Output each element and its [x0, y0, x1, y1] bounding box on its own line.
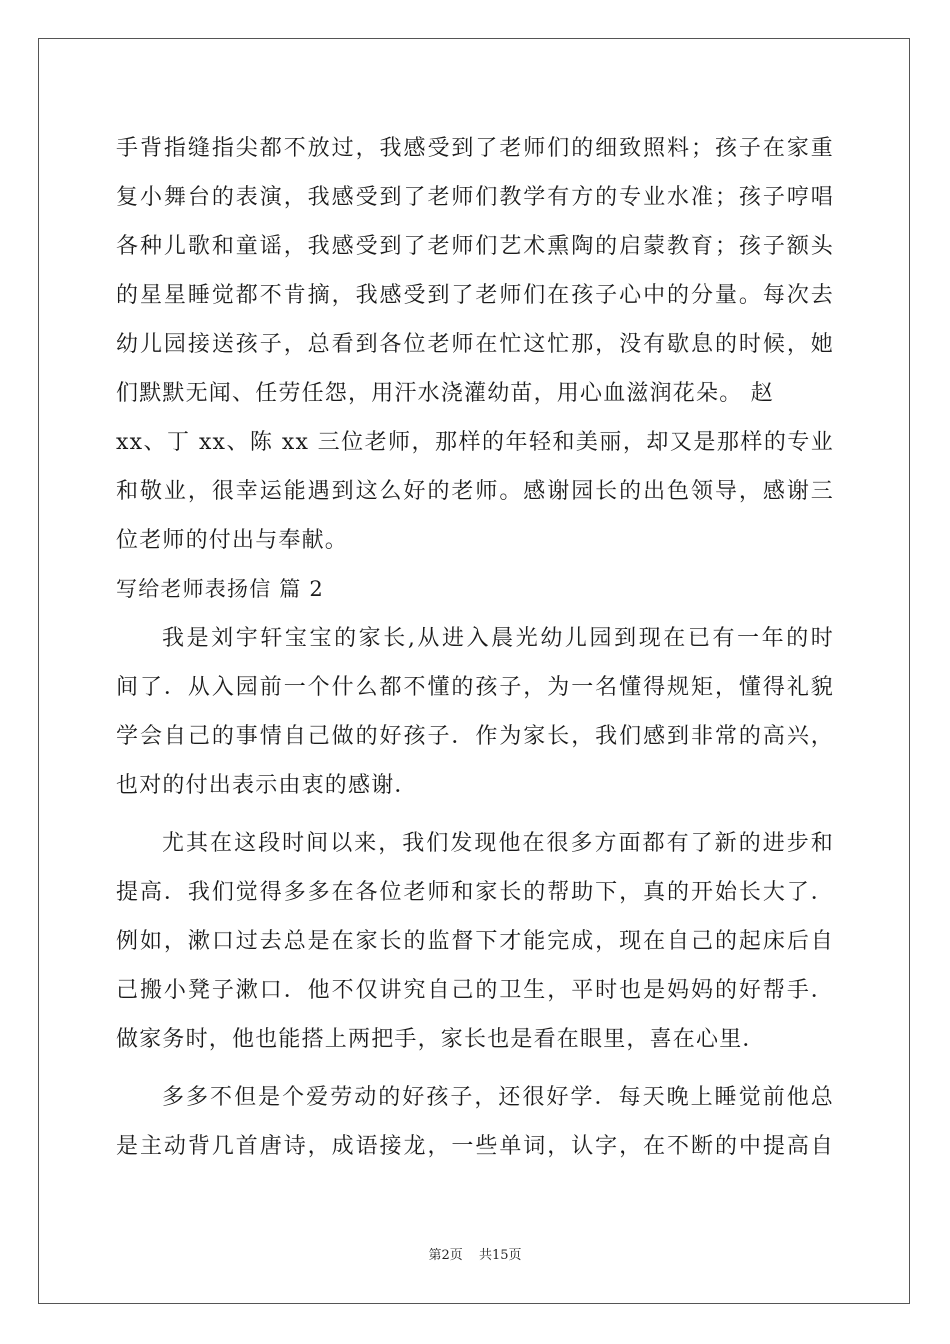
text-line: 间了．从入园前一个什么都不懂的孩子，为一名懂得规矩，懂得礼貌: [116, 675, 834, 700]
text-line: 多多不但是个爱劳动的好孩子，还很好学．每天晚上睡觉前他总: [162, 1085, 834, 1110]
text-line: 是主动背几首唐诗，成语接龙，一些单词，认字，在不断的中提高自: [116, 1134, 834, 1159]
text-line: 和敬业，很幸运能遇到这么好的老师。感谢园长的出色领导，感谢三: [116, 479, 834, 504]
paragraph-2: [116, 614, 834, 810]
text-line: 学会自己的事情自己做的好孩子．作为家长，我们感到非常的高兴，: [116, 724, 834, 749]
text-line: 己搬小凳子漱口．他不仅讲究自己的卫生，平时也是妈妈的好帮手．: [116, 978, 834, 1003]
text-line: 幼儿园接送孩子，总看到各位老师在忙这忙那，没有歇息的时候，她: [116, 332, 834, 357]
text-line: 也对的付出表示由衷的感谢．: [116, 773, 418, 798]
text-line: 的星星睡觉都不肯摘，我感受到了老师们在孩子心中的分量。每次去: [116, 283, 834, 308]
text-line: 尤其在这段时间以来，我们发现他在很多方面都有了新的进步和: [162, 831, 834, 856]
section-heading: 写给老师表扬信 篇 2: [116, 577, 324, 601]
paragraph-4: [116, 1073, 834, 1171]
text-line: 我是刘宇轩宝宝的家长,从进入晨光幼儿园到现在已有一年的时: [162, 626, 834, 651]
text-line: 复小舞台的表演，我感受到了老师们教学有方的专业水准；孩子哼唱: [116, 185, 834, 210]
text-line: 们默默无闻、任劳任怨，用汗水浇灌幼苗，用心血滋润花朵。 赵: [116, 381, 774, 406]
page-number: 第2页: [428, 1248, 463, 1263]
text-line: 各种儿歌和童谣，我感受到了老师们艺术熏陶的启蒙教育；孩子额头: [116, 234, 834, 259]
text-line: xx、丁 xx、陈 xx 三位老师，那样的年轻和美丽，却又是那样的专业: [116, 430, 834, 455]
text-line: 例如，漱口过去总是在家长的监督下才能完成，现在自己的起床后自: [116, 929, 834, 954]
page-total: 共15页: [478, 1248, 522, 1263]
paragraph-spacer: [116, 810, 834, 819]
paragraph-3: [116, 819, 834, 1064]
text-line: 做家务时，他也能搭上两把手，家长也是看在眼里，喜在心里．: [116, 1027, 766, 1052]
page-footer: [0, 1244, 950, 1263]
text-line: 手背指缝指尖都不放过，我感受到了老师们的细致照料；孩子在家重: [116, 136, 834, 161]
paragraph-1: [116, 124, 834, 565]
text-line: 提高．我们觉得多多在各位老师和家长的帮助下，真的开始长大了．: [116, 880, 834, 905]
document-body: [116, 124, 834, 1171]
text-line: 位老师的付出与奉献。: [116, 528, 349, 553]
paragraph-spacer: [116, 1064, 834, 1073]
